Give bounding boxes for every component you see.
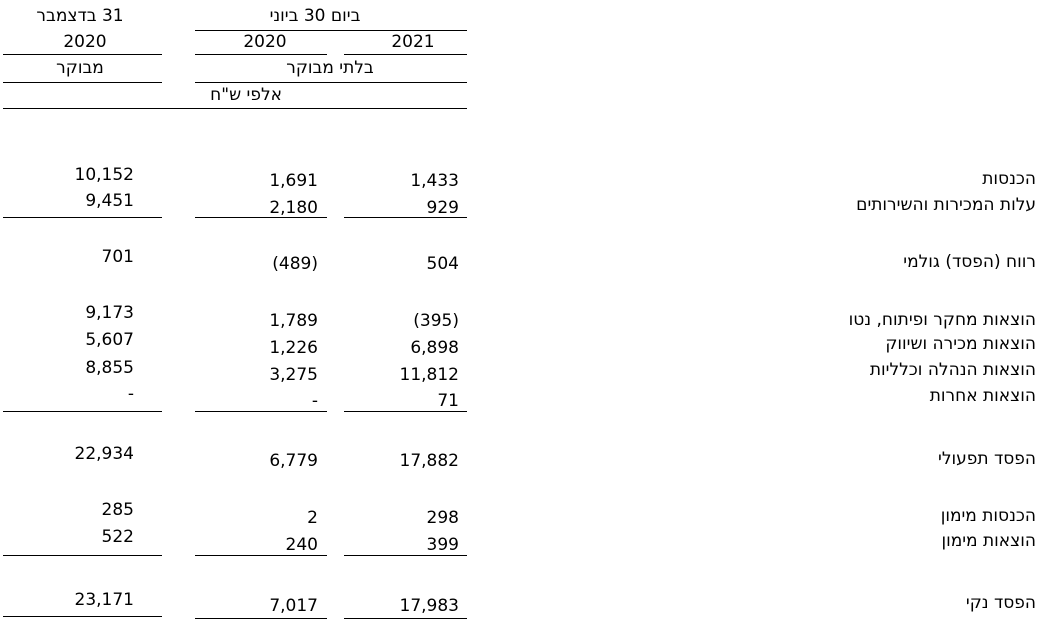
row-label: הוצאות הנהלה וכלליות (869, 360, 1036, 380)
cell-jun2021: 11,812 (399, 365, 459, 385)
col-2021-year: 2021 (391, 32, 435, 52)
row-label: הפסד נקי (965, 593, 1036, 613)
row-label: הפסד תפעולי (938, 449, 1036, 469)
subtotal-line-2021 (344, 411, 467, 412)
cell-jun2021: 71 (437, 391, 459, 411)
row-label: הכנסות (982, 169, 1036, 189)
cell-jun2020: - (311, 391, 318, 411)
cell-dec2020: 9,173 (85, 303, 134, 323)
cell-dec2020: 5,607 (85, 330, 134, 350)
subtotal-line-2021 (344, 555, 467, 556)
row-label: הוצאות מכירה ושיווק (885, 334, 1036, 354)
cell-jun2021: 504 (426, 254, 459, 274)
cell-jun2020: 1,226 (269, 338, 318, 358)
cell-jun2021: 1,433 (410, 171, 459, 191)
cell-dec2020: 22,934 (74, 444, 134, 464)
cell-dec2020: 23,171 (74, 590, 134, 610)
subtotal-line-2020 (195, 411, 327, 412)
row-label: הוצאות אחרות (929, 386, 1036, 406)
year-underline-2021 (344, 54, 467, 55)
row-label: הוצאות מחקר ופיתוח, נטו (848, 310, 1036, 330)
year-underline-2020 (195, 54, 327, 55)
col-dec-year: 2020 (63, 32, 107, 52)
year-underline-dec (3, 54, 162, 55)
cell-jun2021: 298 (426, 508, 459, 528)
subtotal-line-2021 (344, 217, 467, 218)
unaudited-label: בלתי מבוקר (286, 58, 374, 78)
audit-underline-jun (195, 82, 467, 83)
cell-dec2020: 8,855 (85, 358, 134, 378)
total-line-dec (3, 616, 162, 617)
cell-jun2021: 6,898 (410, 338, 459, 358)
subtotal-line-2020 (195, 555, 327, 556)
cell-dec2020: 522 (101, 527, 134, 547)
subtotal-line-2020 (195, 217, 327, 218)
cell-dec2020: 9,451 (85, 191, 134, 211)
cell-jun2020: 2,180 (269, 198, 318, 218)
cell-dec2020: - (127, 384, 134, 404)
total-line-2020 (195, 618, 327, 619)
row-label: רווח (הפסד) גולמי (903, 252, 1036, 272)
jun-period-header: ביום 30 ביוני (269, 6, 361, 26)
cell-jun2021: 929 (426, 198, 459, 218)
cell-jun2020: (489) (272, 254, 318, 274)
cell-jun2020: 6,779 (269, 451, 318, 471)
cell-jun2021: (395) (413, 311, 459, 331)
subtotal-line-dec (3, 555, 162, 556)
cell-dec2020: 285 (101, 500, 134, 520)
cell-dec2020: 10,152 (74, 165, 134, 185)
cell-jun2020: 240 (285, 535, 318, 555)
row-label: עלות המכירות והשירותים (856, 195, 1036, 215)
row-label: הוצאות מימון (941, 531, 1036, 551)
subtotal-line-dec (3, 217, 162, 218)
audit-underline-dec (3, 82, 162, 83)
subtotal-line-dec (3, 411, 162, 412)
cell-jun2021: 17,983 (399, 596, 459, 616)
col-2020-year: 2020 (243, 32, 287, 52)
cell-jun2020: 3,275 (269, 365, 318, 385)
dec-period-header: 31 בדצמבר (36, 6, 124, 26)
cell-jun2021: 17,882 (399, 451, 459, 471)
cell-jun2020: 1,691 (269, 171, 318, 191)
cell-jun2021: 399 (426, 535, 459, 555)
unit-label: אלפי ש"ח (210, 85, 282, 105)
cell-dec2020: 701 (101, 247, 134, 267)
audited-label: מבוקר (56, 58, 104, 78)
cell-jun2020: 2 (307, 508, 318, 528)
cell-jun2020: 1,789 (269, 311, 318, 331)
row-label: הכנסות מימון (940, 506, 1036, 526)
header-underline-jun (195, 30, 467, 31)
unit-underline (3, 108, 467, 109)
cell-jun2020: 7,017 (269, 596, 318, 616)
total-line-2021 (344, 618, 467, 619)
